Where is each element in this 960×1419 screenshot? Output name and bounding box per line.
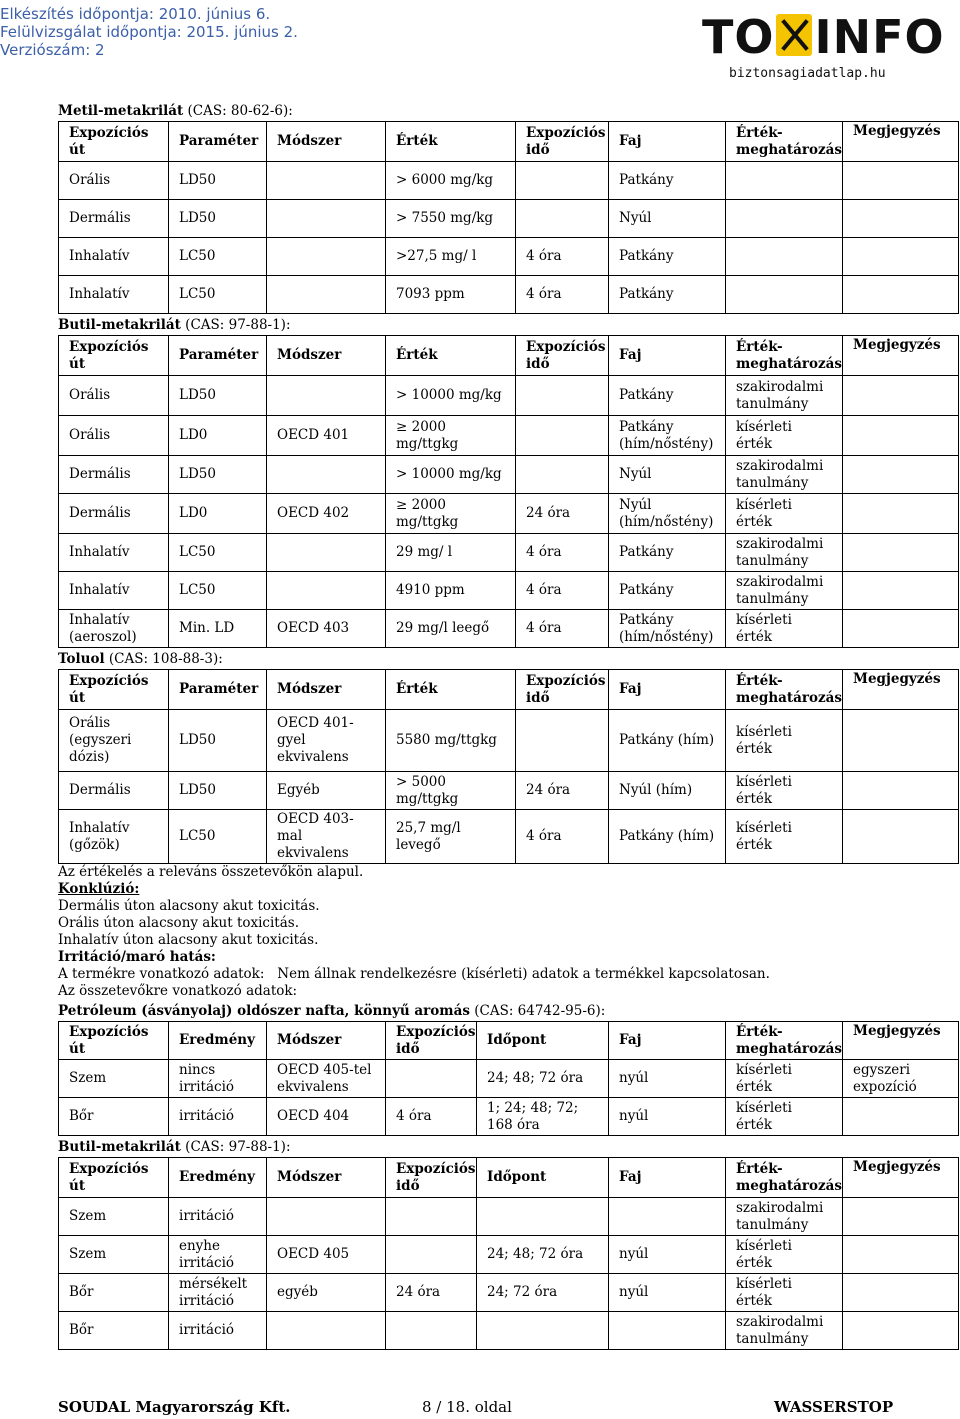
table-row — [59, 1198, 959, 1236]
cell-route: Orális — [59, 376, 169, 416]
header-cell-timepoint: Időpont — [477, 1158, 609, 1198]
cell-remark — [843, 376, 959, 416]
cell-assessment: kísérleti érték — [726, 1060, 843, 1098]
header-cell-timepoint: Időpont — [477, 1022, 609, 1060]
cell-route: Orális (egyszeri dózis) — [59, 710, 169, 772]
cell-value: 4910 ppm — [386, 572, 516, 610]
table-row — [59, 456, 959, 494]
cell-result: irritáció — [169, 1198, 267, 1236]
substance-cas: (CAS: 108-88-3): — [104, 651, 223, 667]
table-row — [59, 810, 959, 864]
cell-parameter: LC50 — [169, 810, 267, 864]
cell-parameter: LD0 — [169, 494, 267, 534]
cell-exposure-time: 24 óra — [516, 772, 609, 810]
cell-species: nyúl — [609, 1236, 726, 1274]
cell-remark — [843, 162, 959, 200]
cell-species: Nyúl — [609, 200, 726, 238]
cell-parameter: LC50 — [169, 534, 267, 572]
header-cell-method: Módszer — [267, 1158, 386, 1198]
page-footer — [58, 1398, 958, 1418]
table-row — [59, 200, 959, 238]
header-cell-value: Érték — [386, 670, 516, 710]
cell-method — [267, 276, 386, 314]
cell-species: Patkány — [609, 162, 726, 200]
header-cell-value: Érték — [386, 336, 516, 376]
cell-result: enyhe irritáció — [169, 1236, 267, 1274]
cell-method — [267, 534, 386, 572]
cell-remark — [843, 416, 959, 456]
cell-route: Orális — [59, 416, 169, 456]
header-cell-parameter: Paraméter — [169, 670, 267, 710]
table-row — [59, 572, 959, 610]
page-header — [0, 0, 960, 81]
cell-route: Dermális — [59, 772, 169, 810]
substance-name: Butil-metakrilát — [58, 317, 181, 333]
cell-species — [609, 1312, 726, 1350]
irritation-table-1 — [58, 1021, 959, 1136]
substance-name: Metil-metakrilát — [58, 103, 184, 119]
header-cell-exposure-time: Expozíciós idő — [386, 1022, 477, 1060]
acute-table-3 — [58, 669, 959, 864]
cell-remark — [843, 710, 959, 772]
cell-species — [609, 1198, 726, 1236]
cell-exposure-time: 4 óra — [516, 238, 609, 276]
cell-remark — [843, 1236, 959, 1274]
cell-timepoint: 24; 72 óra — [477, 1274, 609, 1312]
substance-name: Butil-metakrilát — [58, 1139, 181, 1155]
cell-exposure-time — [516, 416, 609, 456]
cell-assessment: kísérleti érték — [726, 810, 843, 864]
cell-method — [267, 162, 386, 200]
cell-exposure-time: 4 óra — [516, 572, 609, 610]
version-number: Verziószám: 2 — [0, 41, 105, 59]
cell-remark — [843, 276, 959, 314]
cell-route: Dermális — [59, 200, 169, 238]
cell-parameter: LD50 — [169, 376, 267, 416]
cell-exposure-time — [516, 710, 609, 772]
substance-name: Toluol — [58, 651, 105, 667]
cell-remark — [843, 1198, 959, 1236]
cell-method: OECD 401-gyel ekvivalens — [267, 710, 386, 772]
table-header-row — [59, 122, 959, 162]
cell-route: Dermális — [59, 456, 169, 494]
cell-route: Szem — [59, 1060, 169, 1098]
cell-exposure-time — [516, 376, 609, 416]
header-cell-species: Faj — [609, 1158, 726, 1198]
table5-title — [58, 1139, 958, 1156]
table-row — [59, 610, 959, 648]
logo-url: biztonsagiadatlap.hu — [729, 66, 886, 81]
cell-species: Nyúl (hím/nőstény) — [609, 494, 726, 534]
cell-value: > 5000 mg/ttgkg — [386, 772, 516, 810]
cell-route: Szem — [59, 1198, 169, 1236]
cell-method: egyéb — [267, 1274, 386, 1312]
cell-species: Patkány (hím) — [609, 710, 726, 772]
header-cell-result: Eredmény — [169, 1158, 267, 1198]
header-cell-assessment: Érték-meghatározás — [726, 122, 843, 162]
header-cell-remark: Megjegyzés — [843, 336, 959, 376]
cell-assessment: kísérleti érték — [726, 494, 843, 534]
cell-method: Egyéb — [267, 772, 386, 810]
cell-exposure-time — [386, 1236, 477, 1274]
cell-species: nyúl — [609, 1060, 726, 1098]
cell-assessment: kísérleti érték — [726, 416, 843, 456]
cell-exposure-time: 4 óra — [516, 810, 609, 864]
table-header-row — [59, 336, 959, 376]
cell-species: Patkány — [609, 572, 726, 610]
cell-species: Patkány (hím/nőstény) — [609, 416, 726, 456]
revised-date: Felülvizsgálat időpontja: 2015. június 2. — [0, 23, 298, 41]
table-row — [59, 534, 959, 572]
cell-parameter: LD50 — [169, 162, 267, 200]
cell-timepoint: 24; 48; 72 óra — [477, 1060, 609, 1098]
cell-assessment: szakirodalmi tanulmány — [726, 376, 843, 416]
cell-route: Bőr — [59, 1098, 169, 1136]
logo-right-text: INFO — [814, 10, 945, 64]
components-data-line: Az összetevőkre vonatkozó adatok: — [58, 983, 298, 999]
table-row — [59, 1098, 959, 1136]
substance-cas: (CAS: 80-62-6): — [183, 103, 293, 119]
header-cell-assessment: Érték-meghatározás — [726, 1022, 843, 1060]
cell-parameter: LD50 — [169, 772, 267, 810]
table-header-row — [59, 1158, 959, 1198]
cell-parameter: LD50 — [169, 710, 267, 772]
cell-method: OECD 403 — [267, 610, 386, 648]
cell-result: nincs irritáció — [169, 1060, 267, 1098]
cell-assessment: kísérleti érték — [726, 610, 843, 648]
cell-exposure-time — [516, 456, 609, 494]
cell-method: OECD 403-mal ekvivalens — [267, 810, 386, 864]
cell-exposure-time: 4 óra — [516, 534, 609, 572]
substance-cas: (CAS: 97-88-1): — [180, 1139, 291, 1155]
logo-left-text: TO — [702, 10, 775, 64]
cell-remark — [843, 610, 959, 648]
cell-value: ≥ 2000 mg/ttgkg — [386, 416, 516, 456]
table-row — [59, 276, 959, 314]
cell-species: Patkány — [609, 276, 726, 314]
cell-exposure-time: 4 óra — [516, 610, 609, 648]
header-cell-method: Módszer — [267, 670, 386, 710]
table-row — [59, 772, 959, 810]
cell-route: Inhalatív — [59, 534, 169, 572]
cell-assessment: kísérleti érték — [726, 1274, 843, 1312]
cell-route: Szem — [59, 1236, 169, 1274]
cell-remark: egyszeri expozíció — [843, 1060, 959, 1098]
cell-value: >27,5 mg/ l — [386, 238, 516, 276]
header-cell-route: Expozíciós út — [59, 336, 169, 376]
cell-remark — [843, 534, 959, 572]
table-row — [59, 1312, 959, 1350]
cell-remark — [843, 238, 959, 276]
table-row — [59, 416, 959, 456]
table2-title — [58, 317, 958, 334]
conclusion-dermal: Dermális úton alacsony akut toxicitás. — [58, 898, 320, 914]
table-header-row — [59, 670, 959, 710]
header-cell-species: Faj — [609, 1022, 726, 1060]
cell-timepoint — [477, 1312, 609, 1350]
cell-parameter: LD50 — [169, 200, 267, 238]
cell-exposure-time — [516, 162, 609, 200]
cell-method — [267, 1198, 386, 1236]
cell-species: Patkány (hím) — [609, 810, 726, 864]
cell-species: nyúl — [609, 1098, 726, 1136]
cell-value: > 7550 mg/kg — [386, 200, 516, 238]
cell-value: > 6000 mg/kg — [386, 162, 516, 200]
cell-species: Patkány (hím/nőstény) — [609, 610, 726, 648]
header-cell-route: Expozíciós út — [59, 122, 169, 162]
header-cell-route: Expozíciós út — [59, 670, 169, 710]
header-cell-route: Expozíciós út — [59, 1022, 169, 1060]
cell-method: OECD 402 — [267, 494, 386, 534]
cell-method: OECD 405 — [267, 1236, 386, 1274]
cell-assessment: szakirodalmi tanulmány — [726, 1312, 843, 1350]
cell-parameter: LD50 — [169, 456, 267, 494]
cell-remark — [843, 494, 959, 534]
cell-result: irritáció — [169, 1098, 267, 1136]
cell-species: Patkány — [609, 534, 726, 572]
cell-remark — [843, 572, 959, 610]
cell-remark — [843, 810, 959, 864]
table-row — [59, 376, 959, 416]
header-cell-assessment: Érték-meghatározás — [726, 1158, 843, 1198]
cell-exposure-time: 4 óra — [516, 276, 609, 314]
table-row — [59, 710, 959, 772]
cell-assessment — [726, 162, 843, 200]
cell-assessment: szakirodalmi tanulmány — [726, 534, 843, 572]
irritation-table-2 — [58, 1157, 959, 1350]
cell-parameter: LC50 — [169, 572, 267, 610]
table-row — [59, 1060, 959, 1098]
evaluation-note: Az értékelés a releváns összetevőkön alapul. — [58, 864, 364, 880]
footer-product: WASSERSTOP — [774, 1398, 894, 1416]
cell-timepoint: 24; 48; 72 óra — [477, 1236, 609, 1274]
cell-exposure-time — [386, 1312, 477, 1350]
table-row — [59, 1236, 959, 1274]
table-row — [59, 1274, 959, 1312]
header-cell-method: Módszer — [267, 122, 386, 162]
cell-assessment: szakirodalmi tanulmány — [726, 572, 843, 610]
cell-remark — [843, 772, 959, 810]
acute-table-1 — [58, 121, 959, 314]
cell-exposure-time: 4 óra — [386, 1098, 477, 1136]
cell-value: 5580 mg/ttgkg — [386, 710, 516, 772]
header-cell-assessment: Érték-meghatározás — [726, 670, 843, 710]
header-cell-parameter: Paraméter — [169, 336, 267, 376]
cell-value: 25,7 mg/l levegő — [386, 810, 516, 864]
cell-species: Nyúl — [609, 456, 726, 494]
cell-remark — [843, 1312, 959, 1350]
header-cell-result: Eredmény — [169, 1022, 267, 1060]
cell-result: irritáció — [169, 1312, 267, 1350]
cell-exposure-time — [516, 200, 609, 238]
cell-exposure-time — [386, 1198, 477, 1236]
cell-route: Inhalatív — [59, 572, 169, 610]
header-cell-species: Faj — [609, 336, 726, 376]
cell-route: Inhalatív (gőzök) — [59, 810, 169, 864]
main-content — [58, 100, 958, 1350]
cell-result: mérsékelt irritáció — [169, 1274, 267, 1312]
table-row — [59, 494, 959, 534]
cell-species: Nyúl (hím) — [609, 772, 726, 810]
cell-species: Patkány — [609, 238, 726, 276]
footer-page-number: 8 / 18. oldal — [422, 1398, 512, 1416]
header-cell-value: Érték — [386, 122, 516, 162]
header-cell-exposure-time: Expozíciós idő — [386, 1158, 477, 1198]
cell-parameter: Min. LD — [169, 610, 267, 648]
cell-method — [267, 1312, 386, 1350]
cell-parameter: LD0 — [169, 416, 267, 456]
header-cell-species: Faj — [609, 670, 726, 710]
cell-value: > 10000 mg/kg — [386, 376, 516, 416]
cell-method: OECD 405-tel ekvivalens — [267, 1060, 386, 1098]
cell-method — [267, 572, 386, 610]
document-dates — [0, 5, 298, 59]
cell-method — [267, 200, 386, 238]
substance-cas: (CAS: 64742-95-6): — [469, 1003, 606, 1019]
cell-parameter: LC50 — [169, 238, 267, 276]
header-cell-method: Módszer — [267, 1022, 386, 1060]
cell-value: ≥ 2000 mg/ttgkg — [386, 494, 516, 534]
cell-route: Bőr — [59, 1274, 169, 1312]
conclusion-inhalation: Inhalatív úton alacsony akut toxicitás. — [58, 932, 319, 948]
cell-method — [267, 456, 386, 494]
cell-value: 29 mg/l leegő — [386, 610, 516, 648]
header-cell-parameter: Paraméter — [169, 122, 267, 162]
header-cell-route: Expozíciós út — [59, 1158, 169, 1198]
substance-cas: (CAS: 97-88-1): — [180, 317, 291, 333]
cell-assessment: kísérleti érték — [726, 772, 843, 810]
conclusion-oral: Orális úton alacsony akut toxicitás. — [58, 915, 299, 931]
cell-assessment — [726, 276, 843, 314]
cell-species: nyúl — [609, 1274, 726, 1312]
cell-route: Inhalatív (aeroszol) — [59, 610, 169, 648]
table-row — [59, 238, 959, 276]
created-date: Elkészítés időpontja: 2010. június 6. — [0, 5, 271, 23]
cell-remark — [843, 456, 959, 494]
header-cell-assessment: Érték-meghatározás — [726, 336, 843, 376]
cell-method — [267, 238, 386, 276]
cell-timepoint — [477, 1198, 609, 1236]
header-cell-exposure-time: Expozíciós idő — [516, 122, 609, 162]
cell-value: 7093 ppm — [386, 276, 516, 314]
header-cell-method: Módszer — [267, 336, 386, 376]
irritation-heading: Irritáció/maró hatás: — [58, 949, 216, 965]
cell-assessment: kísérleti érték — [726, 1098, 843, 1136]
cell-remark — [843, 1274, 959, 1312]
cell-assessment: szakirodalmi tanulmány — [726, 456, 843, 494]
table3-title — [58, 651, 958, 668]
product-data-line: A termékre vonatkozó adatok: Nem állnak rendelkezésre (kísérleti) adatok a termékkel kapcsolatosan. — [58, 966, 770, 982]
cell-route: Bőr — [59, 1312, 169, 1350]
conclusion-label: Konklúzió: — [58, 881, 140, 897]
cell-species: Patkány — [609, 376, 726, 416]
cell-route: Dermális — [59, 494, 169, 534]
header-cell-remark: Megjegyzés — [843, 1022, 959, 1060]
cell-parameter: LC50 — [169, 276, 267, 314]
cell-assessment: kísérleti érték — [726, 1236, 843, 1274]
header-cell-remark: Megjegyzés — [843, 122, 959, 162]
header-cell-exposure-time: Expozíciós idő — [516, 336, 609, 376]
cell-route: Inhalatív — [59, 276, 169, 314]
cell-assessment — [726, 200, 843, 238]
cell-value: 29 mg/ l — [386, 534, 516, 572]
header-cell-remark: Megjegyzés — [843, 1158, 959, 1198]
footer-company: SOUDAL Magyarország Kft. — [58, 1398, 291, 1416]
header-cell-species: Faj — [609, 122, 726, 162]
cell-exposure-time: 24 óra — [516, 494, 609, 534]
cell-remark — [843, 200, 959, 238]
cell-value: > 10000 mg/kg — [386, 456, 516, 494]
cell-exposure-time — [386, 1060, 477, 1098]
cell-assessment: kísérleti érték — [726, 710, 843, 772]
cell-timepoint: 1; 24; 48; 72; 168 óra — [477, 1098, 609, 1136]
header-cell-remark: Megjegyzés — [843, 670, 959, 710]
table4-title — [58, 1003, 958, 1020]
table1-title — [58, 103, 958, 120]
cell-method — [267, 376, 386, 416]
acute-table-2 — [58, 335, 959, 648]
cell-route: Orális — [59, 162, 169, 200]
header-cell-exposure-time: Expozíciós idő — [516, 670, 609, 710]
cell-exposure-time: 24 óra — [386, 1274, 477, 1312]
cell-method: OECD 401 — [267, 416, 386, 456]
table-row — [59, 162, 959, 200]
cell-remark — [843, 1098, 959, 1136]
toxinfo-logo — [702, 10, 945, 81]
cell-method: OECD 404 — [267, 1098, 386, 1136]
table-header-row — [59, 1022, 959, 1060]
cell-assessment: szakirodalmi tanulmány — [726, 1198, 843, 1236]
cell-route: Inhalatív — [59, 238, 169, 276]
cell-assessment — [726, 238, 843, 276]
substance-name: Petróleum (ásványolaj) oldószer nafta, könnyű aromás — [58, 1003, 470, 1019]
hazard-x-icon — [776, 14, 812, 56]
